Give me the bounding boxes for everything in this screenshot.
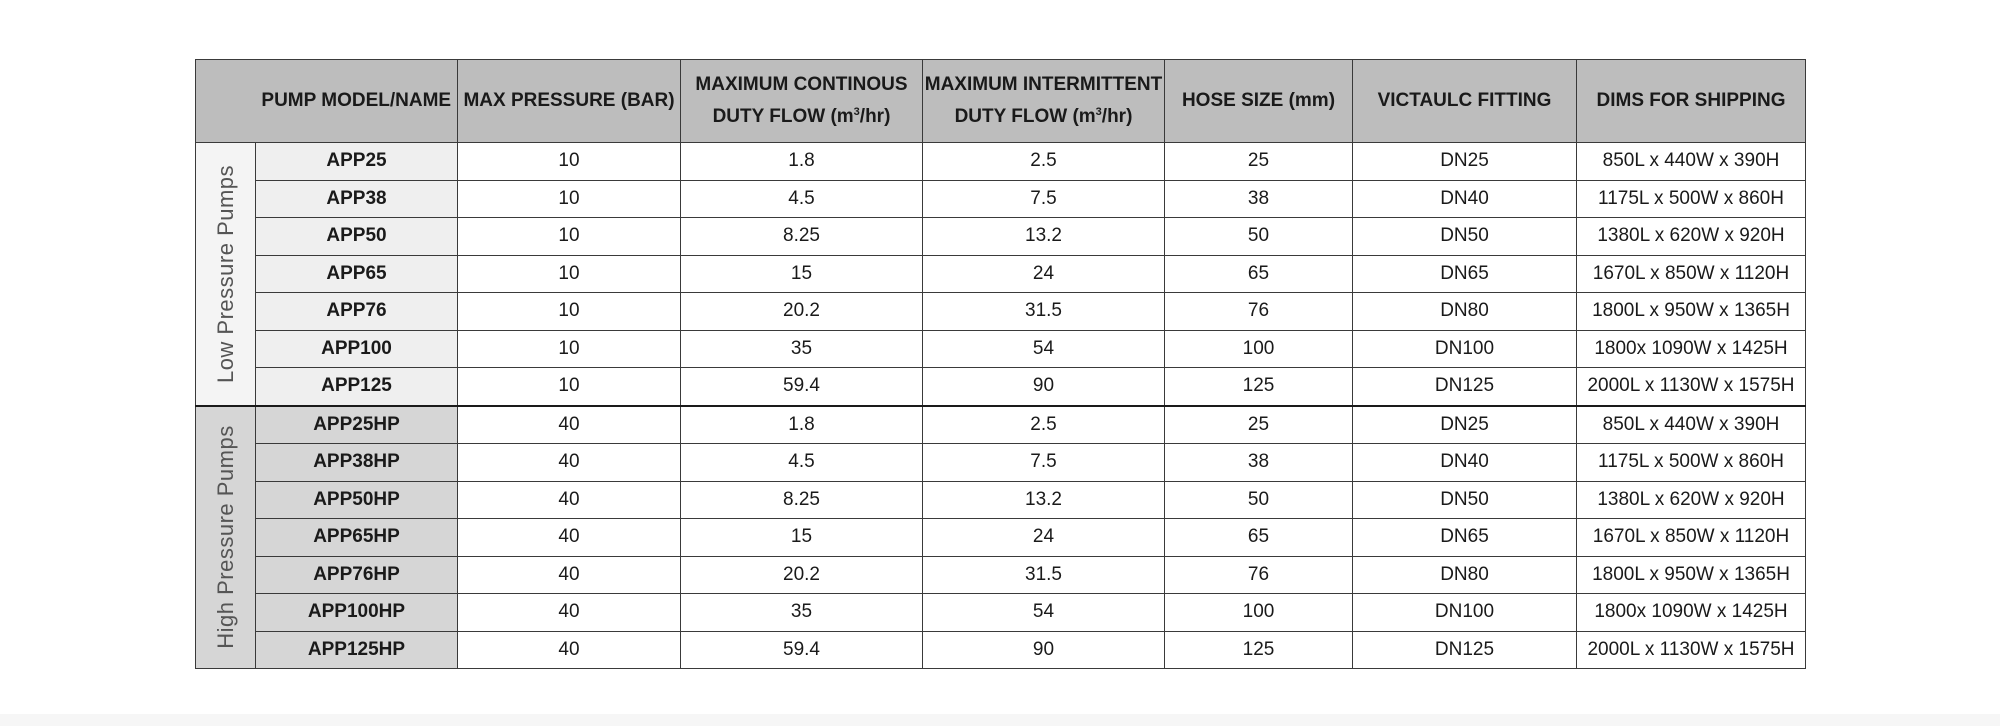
model-cell: APP25HP: [256, 406, 458, 444]
intermittent-flow-cell: 31.5: [923, 556, 1165, 594]
continuous-flow-cell: 8.25: [681, 481, 923, 519]
intermittent-flow-cell: 90: [923, 631, 1165, 669]
hose-size-cell: 76: [1165, 293, 1353, 331]
model-cell: APP76: [256, 293, 458, 331]
hose-size-cell: 38: [1165, 444, 1353, 482]
dims-cell: 850L x 440W x 390H: [1577, 143, 1806, 181]
continuous-flow-cell: 4.5: [681, 444, 923, 482]
pressure-cell: 10: [458, 143, 681, 181]
table-row: [196, 556, 1806, 594]
fitting-cell: DN65: [1353, 255, 1577, 293]
header-hose-size: HOSE SIZE (mm): [1165, 60, 1353, 143]
fitting-cell: DN100: [1353, 330, 1577, 368]
table-row: [196, 444, 1806, 482]
dims-cell: 850L x 440W x 390H: [1577, 406, 1806, 444]
intermittent-flow-cell: 54: [923, 594, 1165, 632]
dims-cell: 1800x 1090W x 1425H: [1577, 330, 1806, 368]
dims-cell: 1380L x 620W x 920H: [1577, 481, 1806, 519]
hose-size-cell: 25: [1165, 143, 1353, 181]
pressure-cell: 40: [458, 594, 681, 632]
pressure-cell: 40: [458, 444, 681, 482]
header-continuous-line2-post: /hr): [859, 106, 891, 127]
pressure-cell: 10: [458, 293, 681, 331]
pressure-cell: 40: [458, 631, 681, 669]
hose-size-cell: 100: [1165, 594, 1353, 632]
header-intermittent-sup: 3: [1095, 106, 1102, 118]
pressure-cell: 40: [458, 519, 681, 557]
header-pump-model: PUMP MODEL/NAME: [256, 60, 458, 143]
header-intermittent-line1: MAXIMUM INTERMITTENT: [924, 74, 1163, 95]
hose-size-cell: 125: [1165, 368, 1353, 406]
intermittent-flow-cell: 2.5: [923, 143, 1165, 181]
intermittent-flow-cell: 90: [923, 368, 1165, 406]
header-max-pressure: MAX PRESSURE (BAR): [458, 60, 681, 143]
fitting-cell: DN25: [1353, 143, 1577, 181]
pressure-cell: 40: [458, 481, 681, 519]
header-victaulic-fitting: VICTAULC FITTING: [1353, 60, 1577, 143]
table-row: [196, 481, 1806, 519]
hose-size-cell: 76: [1165, 556, 1353, 594]
pressure-cell: 10: [458, 255, 681, 293]
fitting-cell: DN50: [1353, 218, 1577, 256]
continuous-flow-cell: 8.25: [681, 218, 923, 256]
header-continuous-sup: 3: [853, 106, 860, 118]
header-row: [196, 60, 1806, 143]
hose-size-cell: 50: [1165, 481, 1353, 519]
table-row: [196, 293, 1806, 331]
continuous-flow-cell: 15: [681, 519, 923, 557]
hose-size-cell: 38: [1165, 180, 1353, 218]
fitting-cell: DN80: [1353, 556, 1577, 594]
fitting-cell: DN125: [1353, 631, 1577, 669]
model-cell: APP100: [256, 330, 458, 368]
header-continuous-line2-pre: DUTY FLOW (m: [712, 106, 854, 127]
continuous-flow-cell: 59.4: [681, 631, 923, 669]
continuous-flow-cell: 35: [681, 594, 923, 632]
dims-cell: 1670L x 850W x 1120H: [1577, 519, 1806, 557]
dims-cell: 1800L x 950W x 1365H: [1577, 556, 1806, 594]
intermittent-flow-cell: 31.5: [923, 293, 1165, 331]
fitting-cell: DN80: [1353, 293, 1577, 331]
header-continuous-line1: MAXIMUM CONTINOUS: [695, 74, 908, 95]
header-dims-shipping: DIMS FOR SHIPPING: [1577, 60, 1806, 143]
dims-cell: 1800x 1090W x 1425H: [1577, 594, 1806, 632]
header-intermittent-line2-post: /hr): [1101, 106, 1133, 127]
hose-size-cell: 100: [1165, 330, 1353, 368]
dims-cell: 2000L x 1130W x 1575H: [1577, 631, 1806, 669]
table-row: [196, 519, 1806, 557]
fitting-cell: DN100: [1353, 594, 1577, 632]
low-pressure-group-label: Low Pressure Pumps: [212, 164, 238, 383]
intermittent-flow-cell: 13.2: [923, 218, 1165, 256]
continuous-flow-cell: 20.2: [681, 556, 923, 594]
high-pressure-group-label: High Pressure Pumps: [212, 425, 238, 649]
intermittent-flow-cell: 2.5: [923, 406, 1165, 444]
pressure-cell: 40: [458, 406, 681, 444]
continuous-flow-cell: 20.2: [681, 293, 923, 331]
hose-size-cell: 65: [1165, 255, 1353, 293]
fitting-cell: DN25: [1353, 406, 1577, 444]
high-pressure-group-cell: [196, 406, 256, 669]
header-intermittent-flow: [923, 60, 1165, 143]
model-cell: APP38HP: [256, 444, 458, 482]
fitting-cell: DN65: [1353, 519, 1577, 557]
table-row: [196, 594, 1806, 632]
model-cell: APP38: [256, 180, 458, 218]
table-row: [196, 330, 1806, 368]
header-intermittent-line2-pre: DUTY FLOW (m: [954, 106, 1096, 127]
model-cell: APP25: [256, 143, 458, 181]
continuous-flow-cell: 1.8: [681, 143, 923, 181]
continuous-flow-cell: 15: [681, 255, 923, 293]
model-cell: APP125: [256, 368, 458, 406]
low-pressure-group-cell: [196, 143, 256, 406]
page-bottom-shade: [0, 714, 2000, 726]
pressure-cell: 10: [458, 218, 681, 256]
pressure-cell: 10: [458, 368, 681, 406]
model-cell: APP50: [256, 218, 458, 256]
pump-spec-table: [195, 59, 1806, 669]
fitting-cell: DN40: [1353, 444, 1577, 482]
fitting-cell: DN125: [1353, 368, 1577, 406]
hose-size-cell: 125: [1165, 631, 1353, 669]
model-cell: APP50HP: [256, 481, 458, 519]
table-row: [196, 143, 1806, 181]
intermittent-flow-cell: 24: [923, 255, 1165, 293]
continuous-flow-cell: 1.8: [681, 406, 923, 444]
hose-size-cell: 50: [1165, 218, 1353, 256]
fitting-cell: DN50: [1353, 481, 1577, 519]
pressure-cell: 10: [458, 330, 681, 368]
table-row: [196, 631, 1806, 669]
continuous-flow-cell: 59.4: [681, 368, 923, 406]
intermittent-flow-cell: 7.5: [923, 180, 1165, 218]
pressure-cell: 10: [458, 180, 681, 218]
table-header: [196, 60, 1806, 143]
dims-cell: 2000L x 1130W x 1575H: [1577, 368, 1806, 406]
hose-size-cell: 25: [1165, 406, 1353, 444]
continuous-flow-cell: 35: [681, 330, 923, 368]
table-row: [196, 218, 1806, 256]
dims-cell: 1800L x 950W x 1365H: [1577, 293, 1806, 331]
pressure-cell: 40: [458, 556, 681, 594]
model-cell: APP65HP: [256, 519, 458, 557]
header-continuous-flow: [681, 60, 923, 143]
model-cell: APP76HP: [256, 556, 458, 594]
intermittent-flow-cell: 13.2: [923, 481, 1165, 519]
fitting-cell: DN40: [1353, 180, 1577, 218]
table-body: [196, 143, 1806, 669]
dims-cell: 1175L x 500W x 860H: [1577, 180, 1806, 218]
dims-cell: 1380L x 620W x 920H: [1577, 218, 1806, 256]
intermittent-flow-cell: 24: [923, 519, 1165, 557]
model-cell: APP65: [256, 255, 458, 293]
continuous-flow-cell: 4.5: [681, 180, 923, 218]
dims-cell: 1670L x 850W x 1120H: [1577, 255, 1806, 293]
model-cell: APP100HP: [256, 594, 458, 632]
table-row: [196, 406, 1806, 444]
dims-cell: 1175L x 500W x 860H: [1577, 444, 1806, 482]
intermittent-flow-cell: 7.5: [923, 444, 1165, 482]
header-corner: [196, 60, 256, 143]
table-row: [196, 368, 1806, 406]
table-row: [196, 180, 1806, 218]
intermittent-flow-cell: 54: [923, 330, 1165, 368]
model-cell: APP125HP: [256, 631, 458, 669]
hose-size-cell: 65: [1165, 519, 1353, 557]
table-row: [196, 255, 1806, 293]
